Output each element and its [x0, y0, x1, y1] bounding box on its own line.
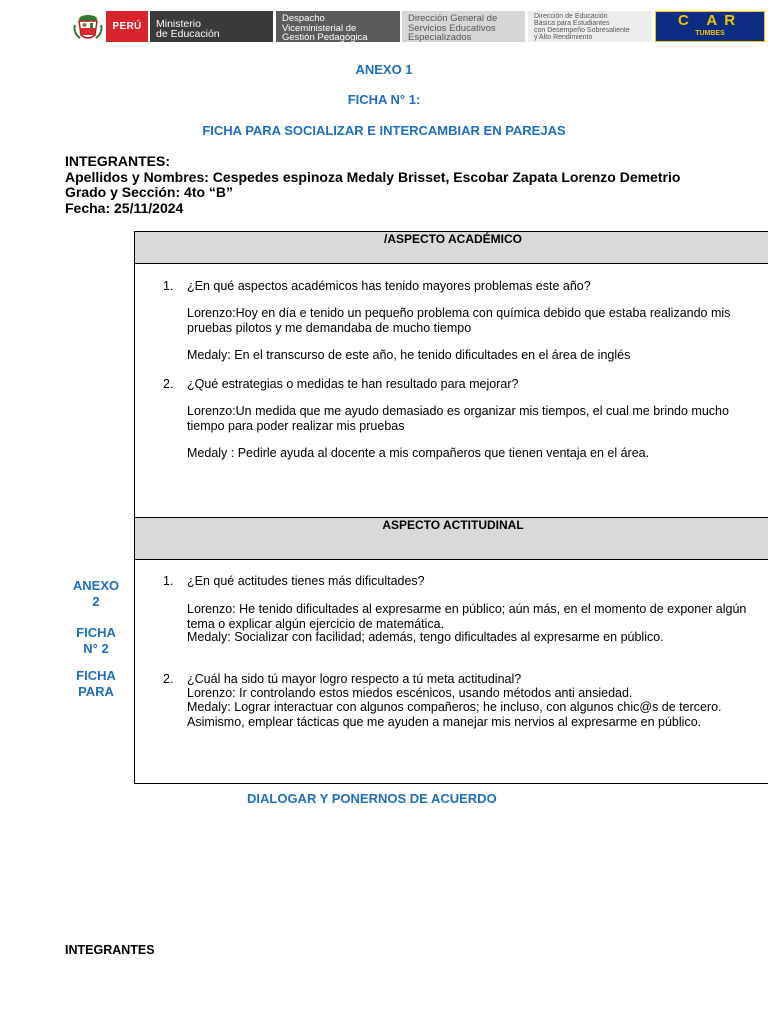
question-number: 2. [163, 377, 174, 391]
answer-lorenzo-3: Lorenzo: He tenido dificultades al expresarme en público; aún más, en el momento de exponer algún tema o explicar algún ejercicio de matemática. [187, 602, 747, 631]
attitudinal-question-1: ¿En qué actitudes tienes más dificultades? [187, 574, 425, 588]
side-anexo-2: ANEXO 2 [72, 578, 120, 609]
peru-logo: PERÚ [106, 11, 148, 42]
side-ficha-2: FICHA N° 2 [76, 625, 116, 656]
coar-logo: C AR TUMBES [655, 11, 765, 42]
ministerio-logo: Ministerio de Educación [150, 11, 273, 42]
questions-table [134, 231, 768, 784]
anexo-title: ANEXO 1 [355, 62, 413, 77]
academic-question-1: ¿En qué aspectos académicos has tenido mayores problemas este año? [187, 279, 591, 293]
answer-medaly-2: Medaly : Pedirle ayuda al docente a mis compañeros que tienen ventaja en el área. [187, 446, 650, 460]
direccion-educacion-logo: Dirección de Educación Básica para Estudiantes con Desempeño Sobresaliente y Alto Rendimiento [528, 11, 652, 42]
integrantes-label: INTEGRANTES: [65, 153, 170, 169]
direccion-general-logo: Dirección General de Servicios Educativos Especializados [402, 11, 525, 42]
answer-medaly-1: Medaly: En el transcurso de este año, he tenido dificultades en el área de inglés [187, 348, 631, 362]
answer-lorenzo-1: Lorenzo:Hoy en día e tenido un pequeño problema con química debido que estaba realizando mis pruebas pilotos y me demandaba de mucho tiempo [187, 306, 731, 335]
peru-coat-of-arms-icon [70, 11, 106, 42]
grade-section: Grado y Sección: 4to “B” [65, 184, 234, 200]
answer-medaly-4: Medaly: Lograr interactuar con algunos compañeros; he incluso, con algunos chic@s de tercero. Asimismo, emplear tácticas que me ayuden a manejar mis nervios al expresarme en público. [187, 700, 722, 729]
date: Fecha: 25/11/2024 [65, 200, 184, 216]
ficha-number: FICHA N° 1: [347, 92, 421, 107]
answer-medaly-3: Medaly: Socializar con facilidad; además, tengo dificultades al expresarme en público. [187, 630, 664, 644]
attitudinal-heading: ASPECTO ACTITUDINAL [382, 518, 524, 532]
attitudinal-question-2: ¿Cuál ha sido tú mayor logro respecto a tú meta actitudinal? [187, 672, 522, 686]
answer-lorenzo-4: Lorenzo: Ir controlando estos miedos escénicos, usando métodos anti ansiedad. [187, 686, 633, 700]
student-names: Apellidos y Nombres: Cespedes espinoza Medaly Brisset, Escobar Zapata Lorenzo Demetrio [65, 169, 681, 185]
side-ficha-para: FICHA PARA [76, 668, 116, 699]
dialogar-title: DIALOGAR Y PONERNOS DE ACUERDO [247, 791, 497, 806]
integrantes-footer: INTEGRANTES [65, 943, 155, 957]
ficha-title: FICHA PARA SOCIALIZAR E INTERCAMBIAR EN PAREJAS [202, 123, 566, 138]
question-number: 1. [163, 574, 174, 588]
answer-lorenzo-2: Lorenzo:Un medida que me ayudo demasiado es organizar mis tiempos, el cual me brindo mucho tiempo para poder realizar mis pruebas [187, 404, 729, 433]
despacho-logo: Despacho Viceministerial de Gestión Pedagógica [276, 11, 400, 42]
question-number: 2. [163, 672, 174, 686]
academic-question-2: ¿Qué estrategias o medidas te han resultado para mejorar? [187, 377, 519, 391]
academic-heading: /ASPECTO ACADÉMICO [383, 232, 522, 246]
question-number: 1. [163, 279, 174, 293]
